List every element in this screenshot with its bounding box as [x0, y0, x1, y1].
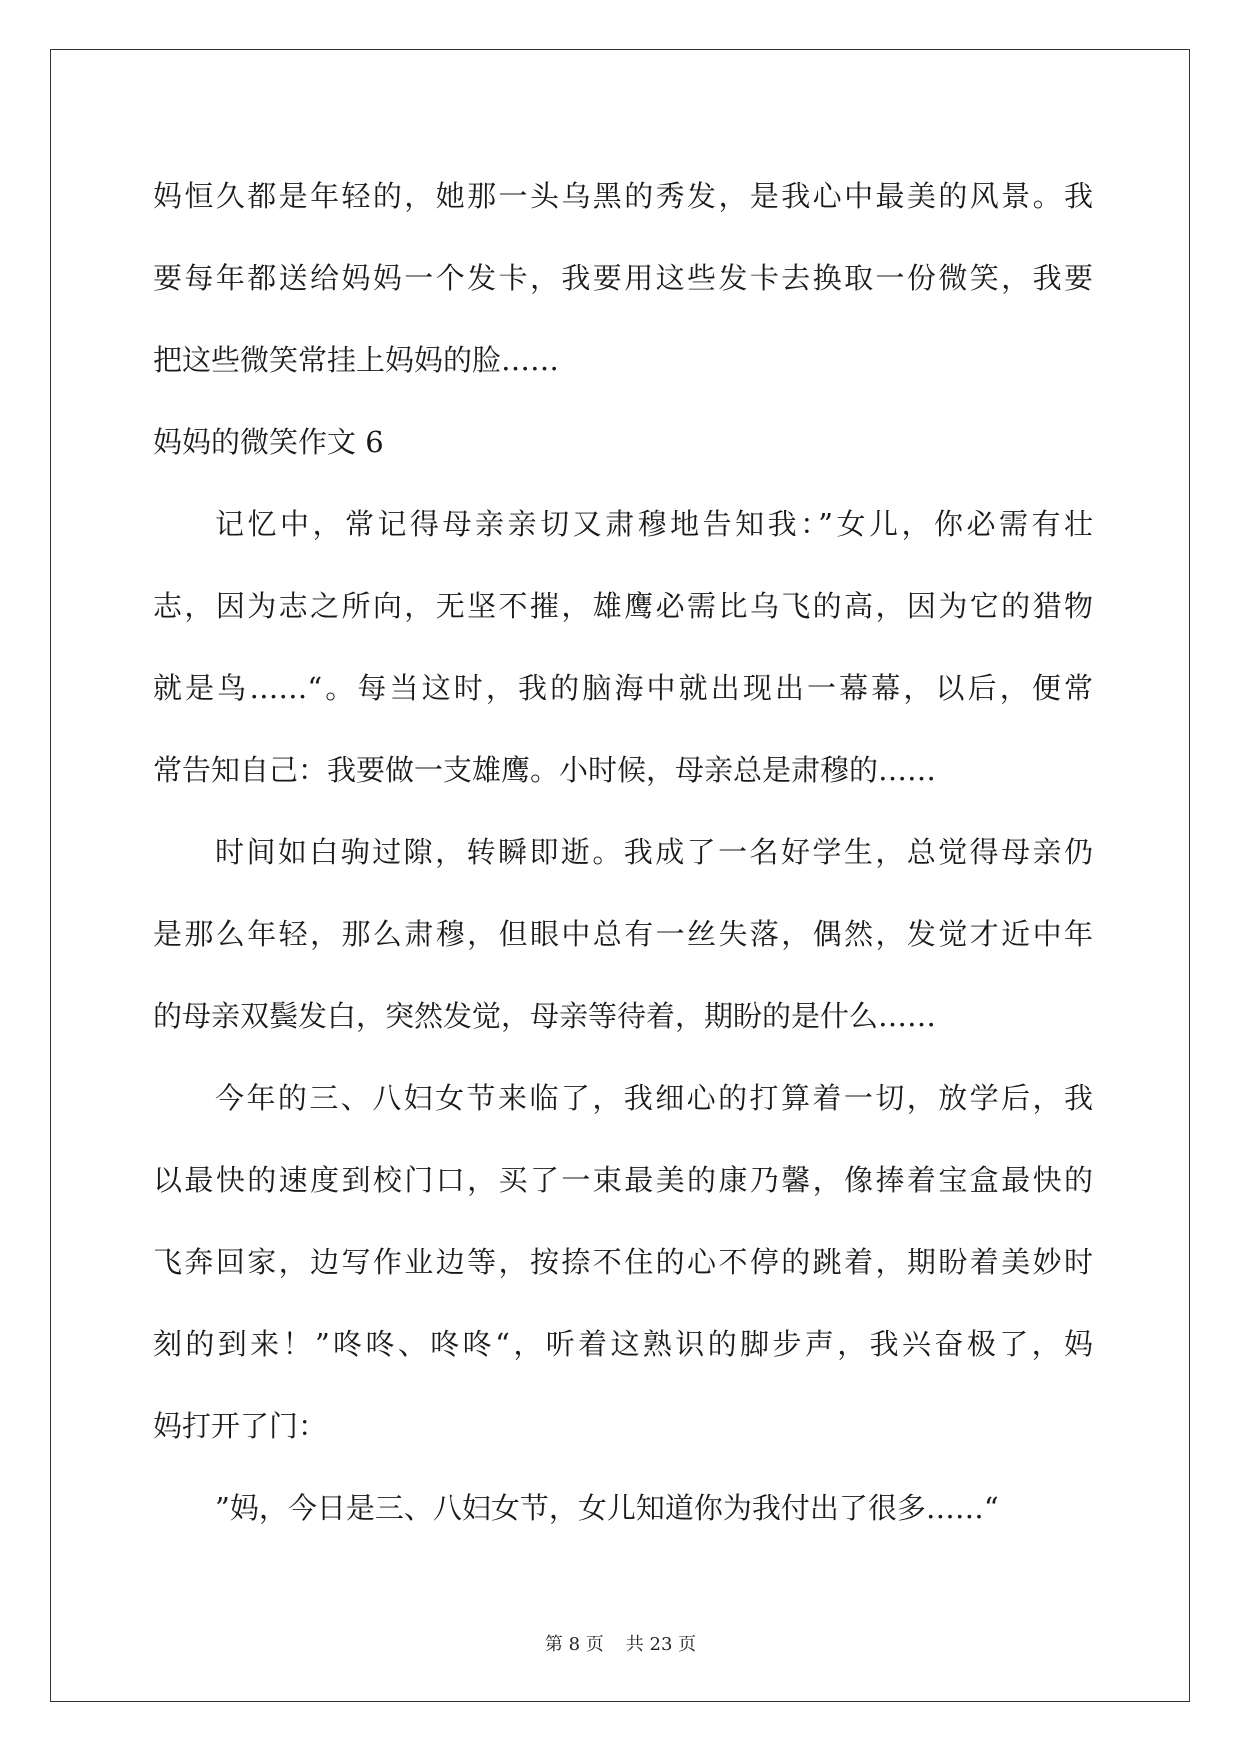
text-line: 志，因为志之所向，无坚不摧，雄鹰必需比乌飞的高，因为它的猎物 [153, 589, 1093, 623]
document-body [153, 155, 1093, 1549]
text-line: 要每年都送给妈妈一个发卡，我要用这些发卡去换取一份微笑，我要 [153, 261, 1093, 295]
text-line: 飞奔回家，边写作业边等，按捺不住的心不停的跳着，期盼着美妙时 [153, 1245, 1093, 1279]
text-line: 记忆中，常记得母亲亲切又肃穆地告知我：”女儿，你必需有壮 [215, 507, 1093, 541]
text-line: 刻的到来！”咚咚、咚咚“，听着这熟识的脚步声，我兴奋极了，妈 [153, 1327, 1093, 1361]
text-line: 就是鸟……“。每当这时，我的脑海中就出现出一幕幕，以后，便常 [153, 671, 1093, 705]
text-line: 时间如白驹过隙，转瞬即逝。我成了一名好学生，总觉得母亲仍 [215, 835, 1093, 869]
text-line: 妈打开了门： [153, 1409, 328, 1443]
text-line: 把这些微笑常挂上妈妈的脸…… [153, 343, 560, 377]
text-line: 妈恒久都是年轻的，她那一头乌黑的秀发，是我心中最美的风景。我 [153, 179, 1093, 213]
page-number: 第 8 页 [544, 1634, 604, 1655]
text-line: 今年的三、八妇女节来临了，我细心的打算着一切，放学后，我 [215, 1081, 1093, 1115]
text-line: 常告知自己：我要做一支雄鹰。小时候，母亲总是肃穆的…… [153, 753, 937, 787]
section-heading: 妈妈的微笑作文 6 [153, 425, 384, 459]
text-line: ”妈，今日是三、八妇女节，女儿知道你为我付出了很多……“ [215, 1491, 999, 1525]
text-line: 是那么年轻，那么肃穆，但眼中总有一丝失落，偶然，发觉才近中年 [153, 917, 1093, 951]
page-total: 共 23 页 [625, 1634, 697, 1655]
text-line: 的母亲双鬓发白，突然发觉，母亲等待着，期盼的是什么…… [153, 999, 937, 1033]
text-line: 以最快的速度到校门口，买了一束最美的康乃馨，像捧着宝盒最快的 [153, 1163, 1093, 1197]
page-footer [0, 1630, 1241, 1656]
